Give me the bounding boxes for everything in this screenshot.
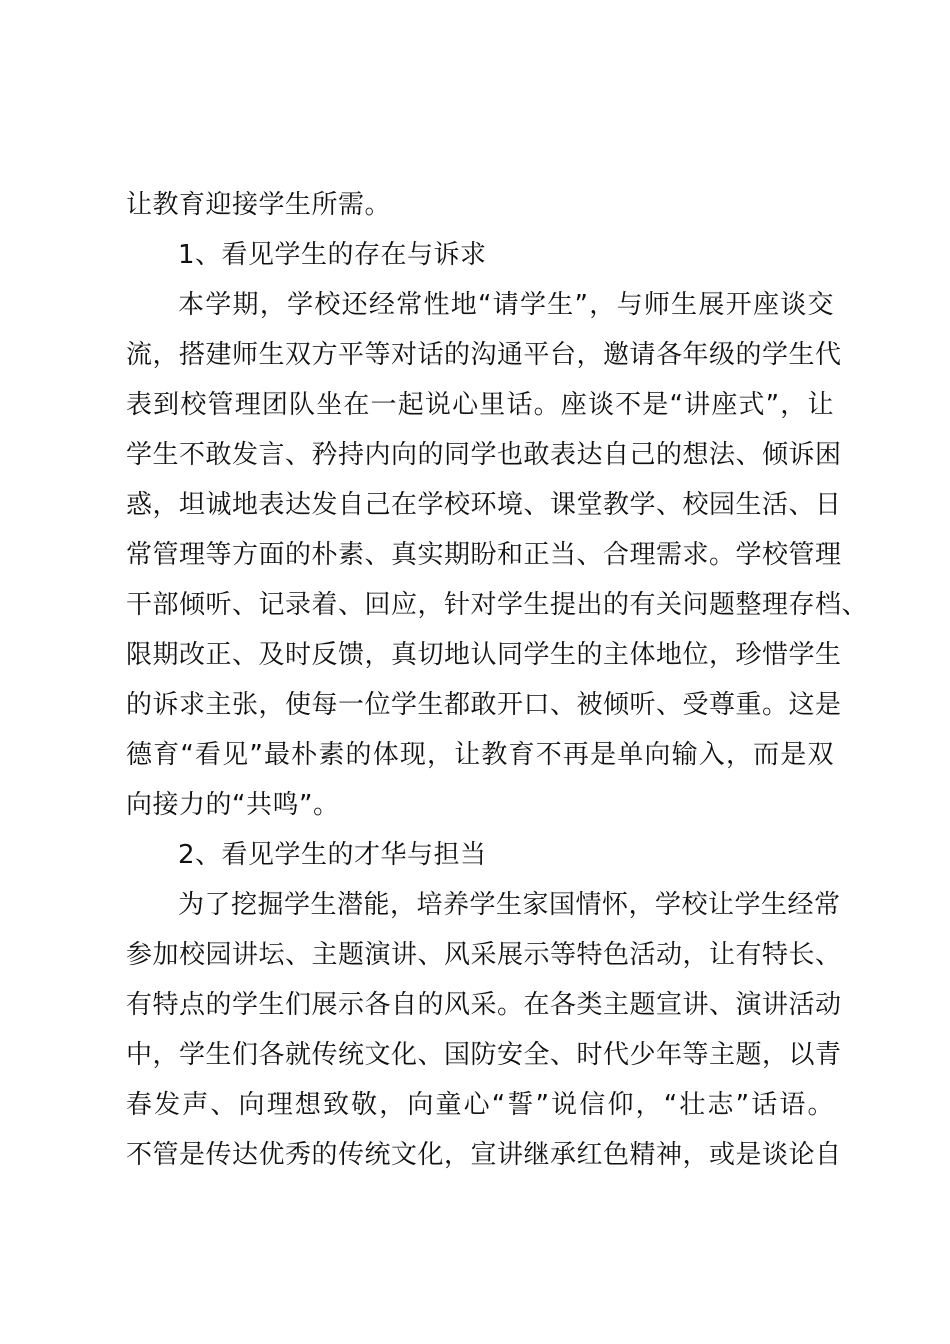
paragraph-line: 惑，坦诚地表达发自己在学校环境、课堂教学、校园生活、日 [126, 490, 842, 520]
paragraph-line: 有特点的学生们展示各自的风采。在各类主题宣讲、演讲活动 [126, 990, 842, 1020]
paragraph-line: 表到校管理团队坐在一起说心里话。座谈不是“讲座式”，让 [126, 390, 834, 420]
paragraph-line: 流，搭建师生双方平等对话的沟通平台，邀请各年级的学生代 [126, 340, 842, 370]
paragraph-line: 为了挖掘学生潜能，培养学生家国情怀，学校让学生经常 [178, 890, 841, 920]
paragraph-line: 春发声、向理想致敬，向童心“誓”说信仰，“壮志”话语。 [126, 1090, 834, 1120]
paragraph-line: 参加校园讲坛、主题演讲、风采展示等特色活动，让有特长、 [126, 940, 842, 970]
paragraph-line: 向接力的“共鸣”。 [126, 790, 340, 820]
paragraph-line: 限期改正、及时反馈，真切地认同学生的主体地位，珍惜学生 [126, 640, 842, 670]
section-heading-1: 1、看见学生的存在与诉求 [178, 240, 487, 270]
paragraph-line: 中，学生们各就传统文化、国防安全、时代少年等主题，以青 [126, 1040, 842, 1070]
paragraph-line: 的诉求主张，使每一位学生都敢开口、被倾听、受尊重。这是 [126, 690, 842, 720]
paragraph-line: 本学期，学校还经常性地“请学生”，与师生展开座谈交 [178, 290, 834, 320]
paragraph-line: 德育“看见”最朴素的体现，让教育不再是单向输入，而是双 [126, 740, 834, 770]
section-heading-2: 2、看见学生的才华与担当 [178, 840, 487, 870]
paragraph-line: 不管是传达优秀的传统文化，宣讲继承红色精神，或是谈论自 [126, 1140, 842, 1170]
body-text [126, 180, 869, 1180]
paragraph-line: 学生不敢发言、矜持内向的同学也敢表达自己的想法、倾诉困 [126, 440, 842, 470]
paragraph-line: 让教育迎接学生所需。 [126, 190, 392, 220]
paragraph-line: 干部倾听、记录着、回应，针对学生提出的有关问题整理存档、 [126, 590, 869, 620]
paragraph-line: 常管理等方面的朴素、真实期盼和正当、合理需求。学校管理 [126, 540, 842, 570]
